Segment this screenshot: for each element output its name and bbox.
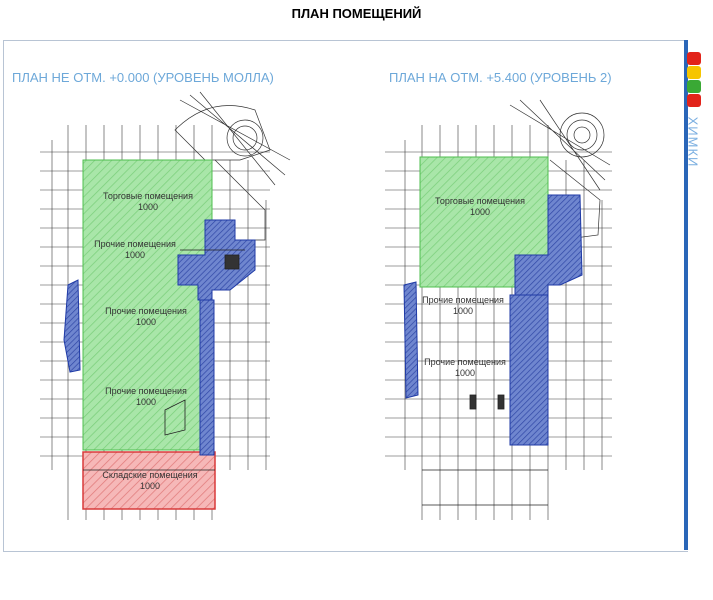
right-room-trade: Торговые помещения 1000 xyxy=(435,196,525,217)
brand-city-label: ХИМКИ xyxy=(685,116,701,168)
left-room-other-3: Прочие помещения 1000 xyxy=(105,386,187,407)
left-room-storage: Складские помещения 1000 xyxy=(102,470,198,491)
right-room-other-2: Прочие помещения 1000 xyxy=(424,357,506,378)
left-room-trade: Торговые помещения 1000 xyxy=(103,191,193,212)
page-title: ПЛАН ПОМЕЩЕНИЙ xyxy=(291,6,422,21)
right-shop-units-column xyxy=(510,295,548,445)
left-shop-units-column xyxy=(200,300,214,455)
right-room-other-1: Прочие помещения 1000 xyxy=(422,295,504,316)
right-shop-units-west xyxy=(404,282,418,398)
left-room-other-2: Прочие помещения 1000 xyxy=(105,306,187,327)
left-room-other-1: Прочие помещения 1000 xyxy=(94,239,176,260)
plan-title-level-2: ПЛАН НА ОТМ. +5.400 (УРОВЕНЬ 2) xyxy=(389,70,612,85)
plan-title-level-mall: ПЛАН НЕ ОТМ. +0.000 (УРОВЕНЬ МОЛЛА) xyxy=(12,70,274,85)
left-shop-units-west xyxy=(64,280,80,372)
